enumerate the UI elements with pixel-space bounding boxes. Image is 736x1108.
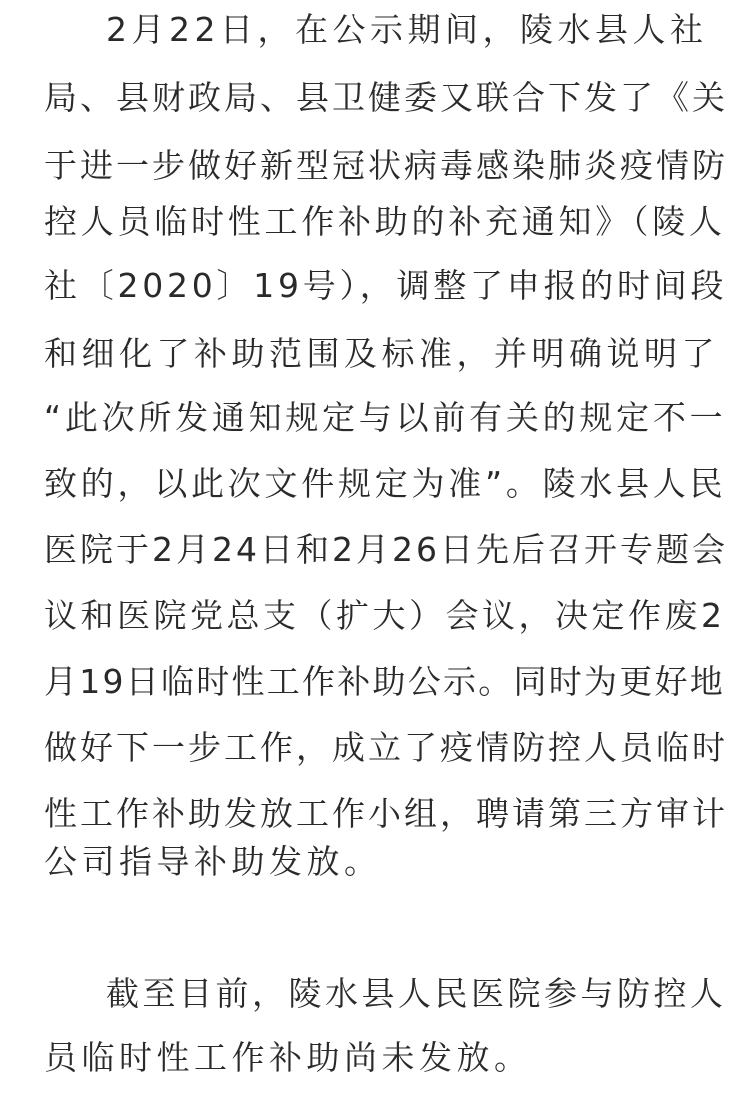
paragraph-2-line-2: 员临时性工作补助尚未发放。: [44, 1038, 532, 1077]
paragraph-1-line-6: 和细化了补助范围及标准，并明确说明了: [44, 334, 719, 373]
paragraph-1-line-14: 公司指导补助发放。: [44, 842, 382, 881]
paragraph-1-line-1: 2月22日，在公示期间，陵水县人社: [106, 10, 708, 49]
paragraph-2-line-1: 截至目前，陵水县人民医院参与防控人: [106, 974, 727, 1013]
paragraph-1-line-13: 性工作补助发放工作小组，聘请第三方审计: [44, 794, 728, 833]
paragraph-1-line-3: 于进一步做好新型冠状病毒感染肺炎疫情防: [44, 146, 728, 185]
paragraph-1-line-2: 局、县财政局、县卫健委又联合下发了《关: [44, 78, 728, 117]
paragraph-1-line-12: 做好下一步工作，成立了疫情防控人员临时: [44, 728, 728, 767]
paragraph-1-line-10: 议和医院党总支（扩大）会议，决定作废2: [44, 596, 726, 635]
paragraph-1-line-8: 致的，以此次文件规定为准”。陵水县人民: [44, 464, 727, 503]
paragraph-1-line-7: “此次所发通知规定与以前有关的规定不一: [44, 398, 727, 437]
paragraph-1-line-11: 月19日临时性工作补助公示。同时为更好地: [44, 662, 725, 701]
paragraph-1-line-9: 医院于2月24日和2月26日先后召开专题会: [44, 530, 728, 569]
paragraph-1-line-5: 社〔2020〕19号），调整了申报的时间段: [44, 266, 728, 305]
paragraph-1-line-4: 控人员临时性工作补助的补充通知》（陵人: [44, 202, 726, 241]
